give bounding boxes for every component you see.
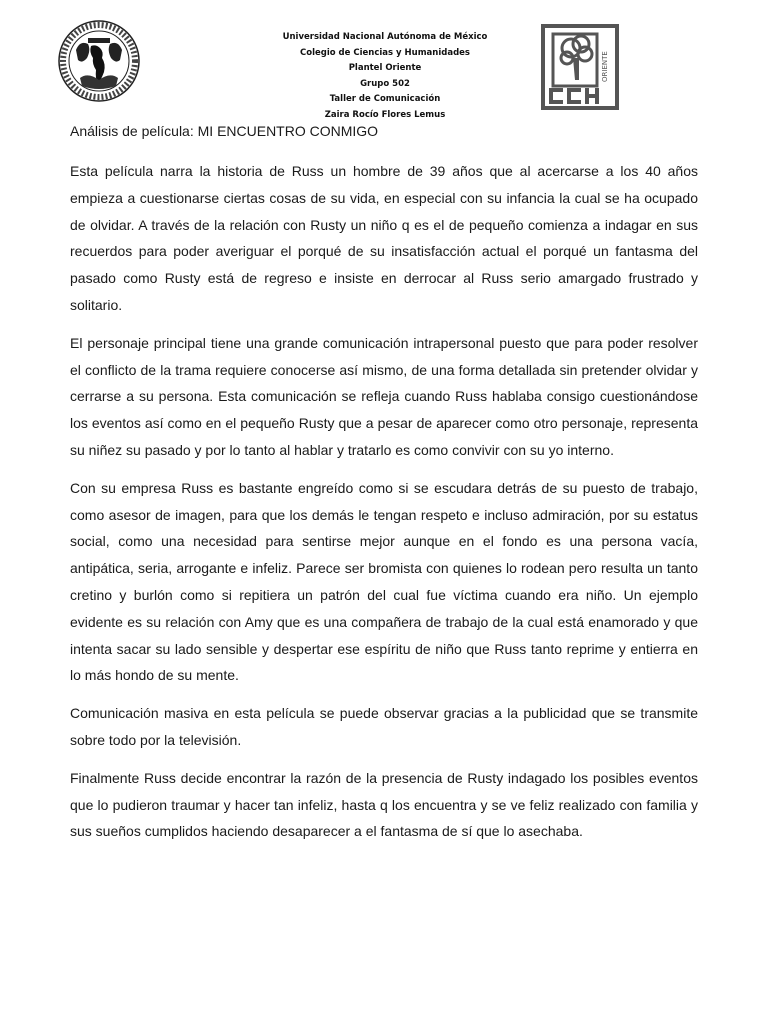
- header-course: Taller de Comunicación: [329, 94, 441, 104]
- document-body: [70, 158, 698, 856]
- paragraph: El personaje principal tiene una grande comunicación intrapersonal puesto que para poder resolver el conflicto de la trama requiere conocerse así mismo, de una forma detallada sin pretender olvidar y cerrarse a su persona. Esta comunicación se refleja cuando Russ hablaba consigo cuestionándose los eventos así como en el pequeño Rusty que a pesar de aparecer como otro personaje, representa su niñez su pasado y por lo tanto al hablar y tratarlo es como convivir con su yo interno.: [70, 334, 698, 458]
- header-group: Grupo 502: [360, 78, 410, 89]
- header-university: Universidad Nacional Autónoma de México: [282, 32, 488, 42]
- document-title: Análisis de película: MI ENCUENTRO CONMIGO: [70, 123, 379, 139]
- logo-side-text: ORIENTE: [601, 51, 609, 82]
- paragraph: Finalmente Russ decide encontrar la razón de la presencia de Rusty indagado los posibles eventos que lo pudieron traumar y hacer tan infeliz, hasta q los encuentra y se ve feliz realizado con familia y sus sueños cumplidos haciendo desaparecer a el fantasma de sí que lo asechaba.: [70, 769, 698, 840]
- unam-seal-icon: [58, 20, 140, 102]
- document-header: [200, 30, 570, 123]
- cch-oriente-logo: [541, 24, 619, 110]
- header-college: Colegio de Ciencias y Humanidades: [300, 47, 470, 58]
- header-campus: Plantel Oriente: [348, 63, 422, 73]
- paragraph: Esta película narra la historia de Russ un hombre de 39 años que al acercarse a los 40 años empieza a cuestionarse ciertas cosas de su vida, en especial con su infancia la cual se ha ocupado de olvidar. A través de la relación con Rusty un niño q es el de pequeño comienza a indagar en sus recuerdos para poder averiguar el porqué de su insatisfacción actual el porqué un fantasma del pasado como Rusty está de regreso e insiste en derrocar al Russ serio amargado frustrado y solitario.: [70, 163, 698, 313]
- cch-tree-logo-icon: [541, 24, 619, 110]
- paragraph: Con su empresa Russ es bastante engreído como si se escudara detrás de su puesto de trabajo, como asesor de imagen, para que los demás le tengan respeto e incluso admiración, por su estatus social, como una necesidad para sentirse mejor aunque en el fondo es una persona vacía, antipática, seria, arrogante e infeliz. Parece ser bromista con quienes lo rodean pero resulta un tanto cretino y burlón como si repitiera un patrón del cual fue víctima cuando era niño. Un ejemplo evidente es su relación con Amy que es una compañera de trabajo de la cual está enamorado y que intenta sacar su lado sensible y despertar ese espíritu de niño que Russ tanto reprime y entierra en lo más hondo de su mente.: [70, 479, 698, 684]
- header-author: Zaira Rocío Flores Lemus: [324, 109, 446, 120]
- paragraph: Comunicación masiva en esta película se puede observar gracias a la publicidad que se transmite sobre todo por la televisión.: [70, 705, 698, 748]
- unam-seal-logo: [58, 20, 140, 102]
